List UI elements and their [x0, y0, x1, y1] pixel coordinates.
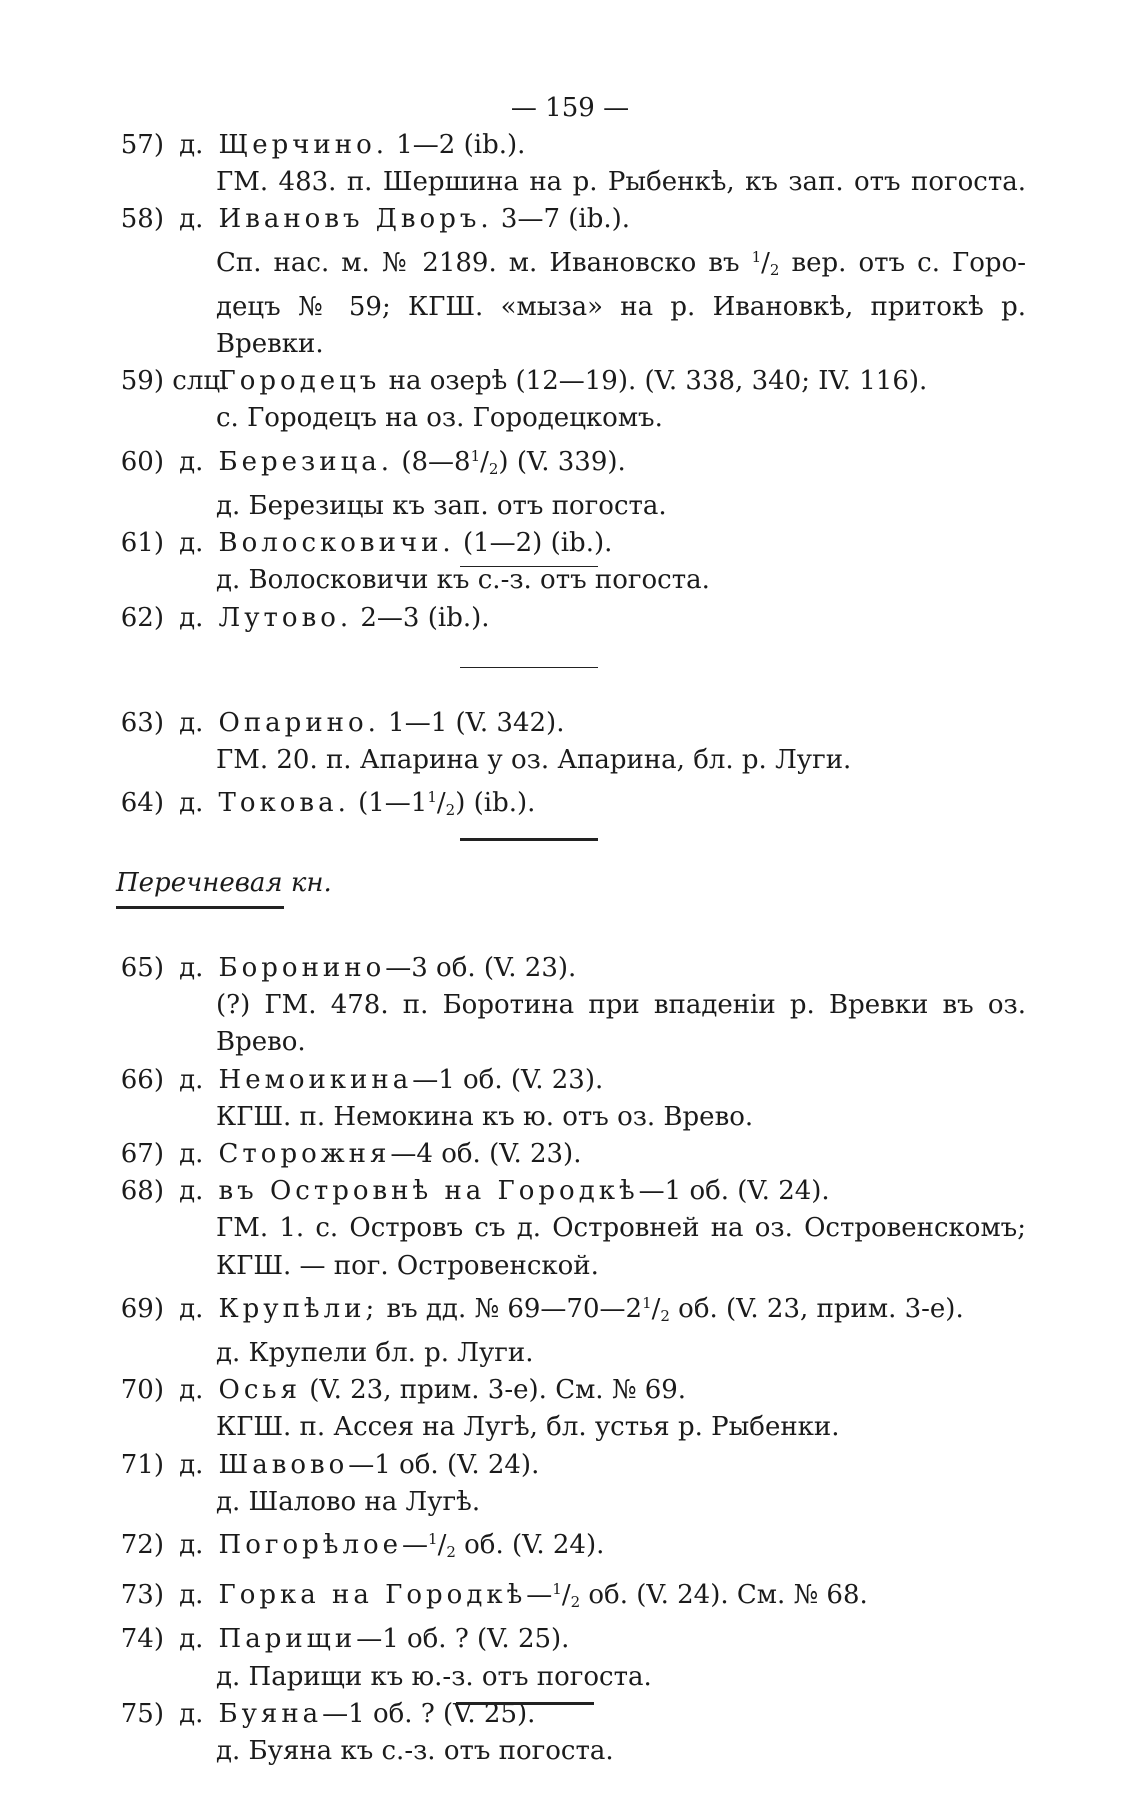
- divider-1: [460, 566, 598, 567]
- entry-71-note: д. Шалово на Лугѣ.: [216, 1486, 481, 1517]
- divider-3: [460, 838, 598, 841]
- entry-62: 62) д. Лутово. 2—3 (ib.).: [120, 603, 490, 633]
- entry-63-note: ГМ. 20. п. Апарина у оз. Апарина, бл. р. Луги.: [216, 745, 852, 776]
- entries-block-b: [116, 600, 1026, 637]
- entry-61: 61) д. Волосковичи. (1—2) (ib.).: [120, 528, 613, 559]
- entry-57: 57) д. Щерчино. 1—2 (ib.).: [120, 130, 526, 160]
- entry-75: 75) д. Буяна—1 об. ? (V. 25).: [120, 1698, 536, 1729]
- entry-75-note: д. Буяна къ с.-з. отъ погоста.: [216, 1736, 614, 1767]
- entry-68-note-2: КГШ. — пог. Островенской.: [216, 1250, 599, 1281]
- entries-block-d: [116, 950, 1026, 1770]
- page-number: — 159 —: [510, 93, 630, 123]
- section-heading: Перечневая кн.: [116, 868, 332, 898]
- entry-74: 74) д. Парищи—1 об. ? (V. 25).: [120, 1624, 570, 1655]
- entries-block-c: [116, 705, 1026, 830]
- entry-68-note-1: ГМ. 1. с. Островъ съ д. Островней на оз. Островенскомъ;: [216, 1213, 1026, 1244]
- entry-60-note: д. Березицы къ зап. отъ погоста.: [216, 490, 667, 521]
- entry-58-note-2: децъ № 59; КГШ. «мыза» на р. Ивановкѣ, притокѣ р. Вревки.: [216, 291, 1026, 360]
- entry-64: 64) д. Токова. $(1—1^1/_2)$ (ib.).: [120, 788, 536, 820]
- entry-58-note-1: Сп. нас. м. № 2189. м. Ивановско въ $^1/_2$ вер. отъ с. Горо-: [216, 247, 1026, 279]
- entry-70-note: КГШ. п. Ассея на Лугѣ, бл. устья р. Рыбенки.: [216, 1412, 840, 1443]
- entry-69: 69) д. Крупѣли; въ дд. № $69—70—2^1/_2$ об. (V. 23, прим. 3-е).: [120, 1293, 964, 1325]
- entry-58: 58) д. Ивановъ Дворъ. 3—7 (ib.).: [120, 204, 631, 235]
- entry-70: 70) д. Осья (V. 23, прим. 3-е). См. № 69.: [120, 1375, 687, 1406]
- section-heading-underline: [116, 906, 284, 909]
- entry-63: 63) д. Опарино. 1—1 (V. 342).: [120, 708, 565, 738]
- divider-2: [460, 667, 598, 668]
- entry-61-note: д. Волосковичи къ с.-з. отъ погоста.: [216, 565, 710, 596]
- entry-65-note: (?) ГМ. 478. п. Боротина при впаденіи р. Вревки въ оз. Врево.: [216, 990, 1026, 1058]
- entry-59: 59) слц. Городецъ на озерѣ (12—19). (V. 338, 340; IV. 116).: [120, 366, 928, 397]
- entry-66: 66) д. Немоикина—1 об. (V. 23).: [120, 1064, 604, 1095]
- entry-74-note: д. Парищи къ ю.-з. отъ погоста.: [216, 1661, 652, 1692]
- entry-71: 71) д. Шавово—1 об. (V. 24).: [120, 1449, 540, 1480]
- entry-68: 68) д. въ Островнѣ на Городкѣ—1 об. (V. 24).: [120, 1176, 830, 1207]
- entry-69-note: д. Крупели бл. р. Луги.: [216, 1338, 534, 1369]
- entry-67: 67) д. Сторожня—4 об. (V. 23).: [120, 1139, 582, 1170]
- entry-65: 65) д. Боронино—3 об. (V. 23).: [120, 953, 577, 983]
- entry-60: 60) д. Березица. $(8—8^1/_2)$ (V. 339).: [120, 446, 626, 478]
- entry-72: 72) д. $Погорѣлое—^1/_2$ об. (V. 24).: [120, 1530, 605, 1562]
- entry-59-note: с. Городецъ на оз. Городецкомъ.: [216, 403, 663, 434]
- entries-block-a: [116, 127, 1026, 599]
- entry-57-note: ГМ. 483. п. Шершина на р. Рыбенкѣ, къ зап. отъ погоста.: [216, 167, 1026, 198]
- entry-66-note: КГШ. п. Немокина къ ю. отъ оз. Врево.: [216, 1101, 754, 1132]
- divider-final: [456, 1702, 594, 1705]
- entry-73: 73) д. Горка на $Городкѣ—^1/_2$ об. (V. 24). См. № 68.: [120, 1580, 868, 1612]
